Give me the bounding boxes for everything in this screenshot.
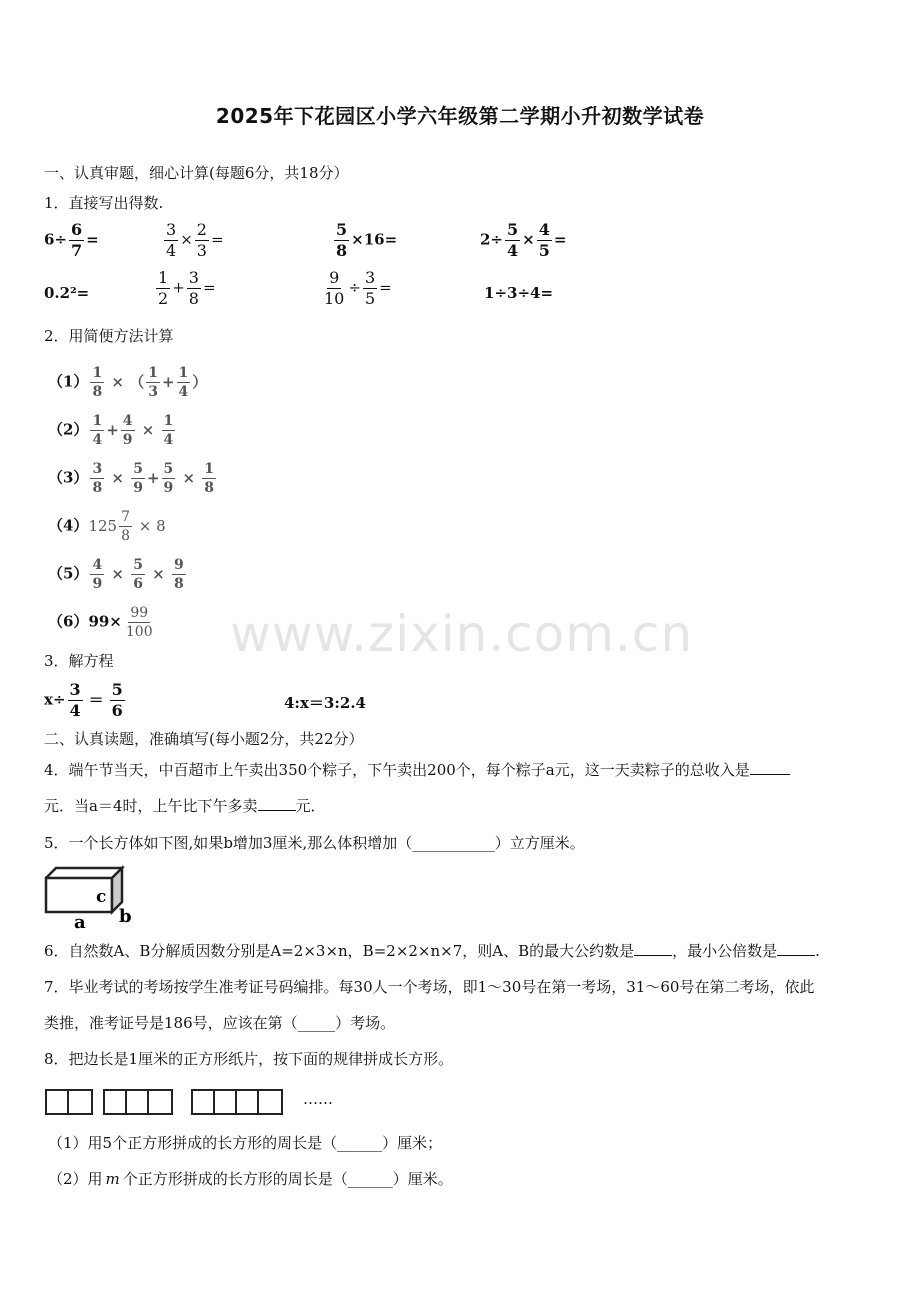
fraction: $\frac{5}{4}$: [507, 220, 519, 260]
q2-item-1: （1） $\frac{1}{8}$ × （ $\frac{1}{3}$ + $\frac{1}{4}$ ）: [48, 365, 208, 400]
q1-r2-a: 0.2²=: [44, 284, 90, 302]
fraction: $\frac{2}{3}$: [196, 220, 207, 260]
q3-label: 3．解方程: [44, 652, 114, 670]
q8-sub1: （1）用5个正方形拼成的长方形的周长是（______）厘米；: [48, 1134, 443, 1152]
q1-r2-d: 1÷3÷4=: [484, 284, 554, 302]
fraction: $\frac{1}{4}$: [92, 413, 103, 448]
fraction: $\frac{1}{3}$: [148, 365, 158, 400]
q8: 8．把边长是1厘米的正方形纸片，按下面的规律拼成长方形。: [44, 1050, 454, 1068]
continuation-dots: ……: [303, 1090, 333, 1108]
q6: 6．自然数A、B分解质因数分别是A=2×3×n，B=2×2×n×7，则A、B的最大公约数是 ，最小公倍数是 .: [44, 942, 820, 960]
q5: 5．一个长方体如下图,如果b增加3厘米,那么体积增加（___________）立方厘米。: [44, 834, 585, 852]
fraction: $\frac{4}{5}$: [538, 220, 550, 260]
fraction: $\frac{1}{2}$: [158, 268, 169, 308]
q4-line2: 元．当a＝4时，上午比下午多卖 元．: [44, 797, 326, 815]
label-c: c: [96, 887, 107, 907]
squares-group-3: [45, 1089, 93, 1115]
label-a: a: [74, 912, 86, 930]
watermark: www.zixin.com.cn: [230, 605, 694, 663]
q2-item-2: （2） $\frac{1}{4}$ + $\frac{4}{9}$ × $\frac{1}{4}$: [48, 413, 174, 448]
fraction: $\frac{3}{5}$: [364, 268, 376, 308]
fraction: $\frac{99}{100}$: [125, 605, 153, 640]
q1-r1-c: $\frac{5}{8}$ ×16=: [336, 220, 398, 260]
q1-r1-a: 6÷ $\frac{6}{7}$ =: [44, 220, 99, 260]
q8-sub2: （2）用 m 个正方形拼成的长方形的周长是（______）厘米。: [48, 1170, 453, 1188]
fraction: $\frac{9}{8}$: [173, 557, 184, 592]
squares-group-4: [103, 1089, 173, 1115]
q7-line2: 类推，准考证号是186号，应该在第（_____）考场。: [44, 1014, 396, 1032]
q3-eq1: x÷ $\frac{3}{4}$ ＝ $\frac{5}{6}$: [44, 680, 123, 720]
q2-item-4: （4）125 $\frac{7}{8}$ × 8: [48, 509, 166, 544]
fraction: $\frac{5}{6}$: [111, 680, 123, 720]
q7-line1: 7．毕业考试的考场按学生准考证号码编排。每30人一个考场，即1～30号在第一考场，31～60号在第二考场，依此: [44, 978, 815, 996]
fraction: $\frac{6}{7}$: [71, 220, 83, 260]
fraction: $\frac{3}{4}$: [69, 680, 81, 720]
q1-r2-c: $\frac{9}{10}$ ÷ $\frac{3}{5}$ =: [324, 268, 392, 308]
fraction: $\frac{1}{4}$: [163, 413, 174, 448]
section1-heading: 一、认真审题，细心计算(每题6分，共18分）: [44, 164, 349, 182]
q2-item-3: （3） $\frac{3}{8}$ × $\frac{5}{9}$ + $\frac{5}{9}$ × $\frac{1}{8}$: [48, 461, 215, 496]
fraction: $\frac{3}{4}$: [166, 220, 177, 260]
fraction: $\frac{7}{8}$: [121, 509, 130, 544]
fraction: $\frac{4}{9}$: [122, 413, 133, 448]
fraction: $\frac{5}{9}$: [163, 461, 174, 496]
fraction: $\frac{1}{8}$: [92, 365, 103, 400]
q2-item-6: （6）99× $\frac{99}{100}$: [48, 605, 153, 640]
fraction: $\frac{4}{9}$: [92, 557, 103, 592]
cuboid-figure: [42, 862, 137, 930]
q1-r1-d: 2÷ $\frac{5}{4}$ × $\frac{4}{5}$ =: [480, 220, 567, 260]
q1-r2-b: $\frac{1}{2}$ + $\frac{3}{8}$ =: [158, 268, 216, 308]
fraction: $\frac{5}{9}$: [133, 461, 143, 496]
label-b: b: [119, 906, 132, 927]
fraction: $\frac{5}{8}$: [336, 220, 348, 260]
fraction: $\frac{1}{4}$: [178, 365, 189, 400]
q2-label: 2．用简便方法计算: [44, 327, 174, 345]
fraction: $\frac{9}{10}$: [324, 268, 345, 308]
q2-item-5: （5） $\frac{4}{9}$ × $\frac{5}{6}$ × $\frac{9}{8}$: [48, 557, 184, 592]
fraction: $\frac{3}{8}$: [92, 461, 103, 496]
q1-r1-b: $\frac{3}{4}$ × $\frac{2}{3}$ =: [166, 220, 224, 260]
q1-label: 1．直接写出得数.: [44, 194, 164, 212]
fraction: $\frac{1}{8}$: [204, 461, 215, 496]
fraction: $\frac{3}{8}$: [188, 268, 199, 308]
fraction: $\frac{5}{6}$: [133, 557, 143, 592]
q4-line1: 4．端午节当天，中百超市上午卖出350个粽子，下午卖出200个，每个粽子a元，这一天卖粽子的总收入是: [44, 760, 790, 780]
page-title: 2025年下花园区小学六年级第二学期小升初数学试卷: [215, 104, 705, 128]
section2-heading: 二、认真读题，准确填写(每小题2分，共22分）: [44, 730, 364, 748]
squares-group-5: [191, 1089, 283, 1115]
q3-eq2: 4:x＝3:2.4: [284, 694, 366, 712]
